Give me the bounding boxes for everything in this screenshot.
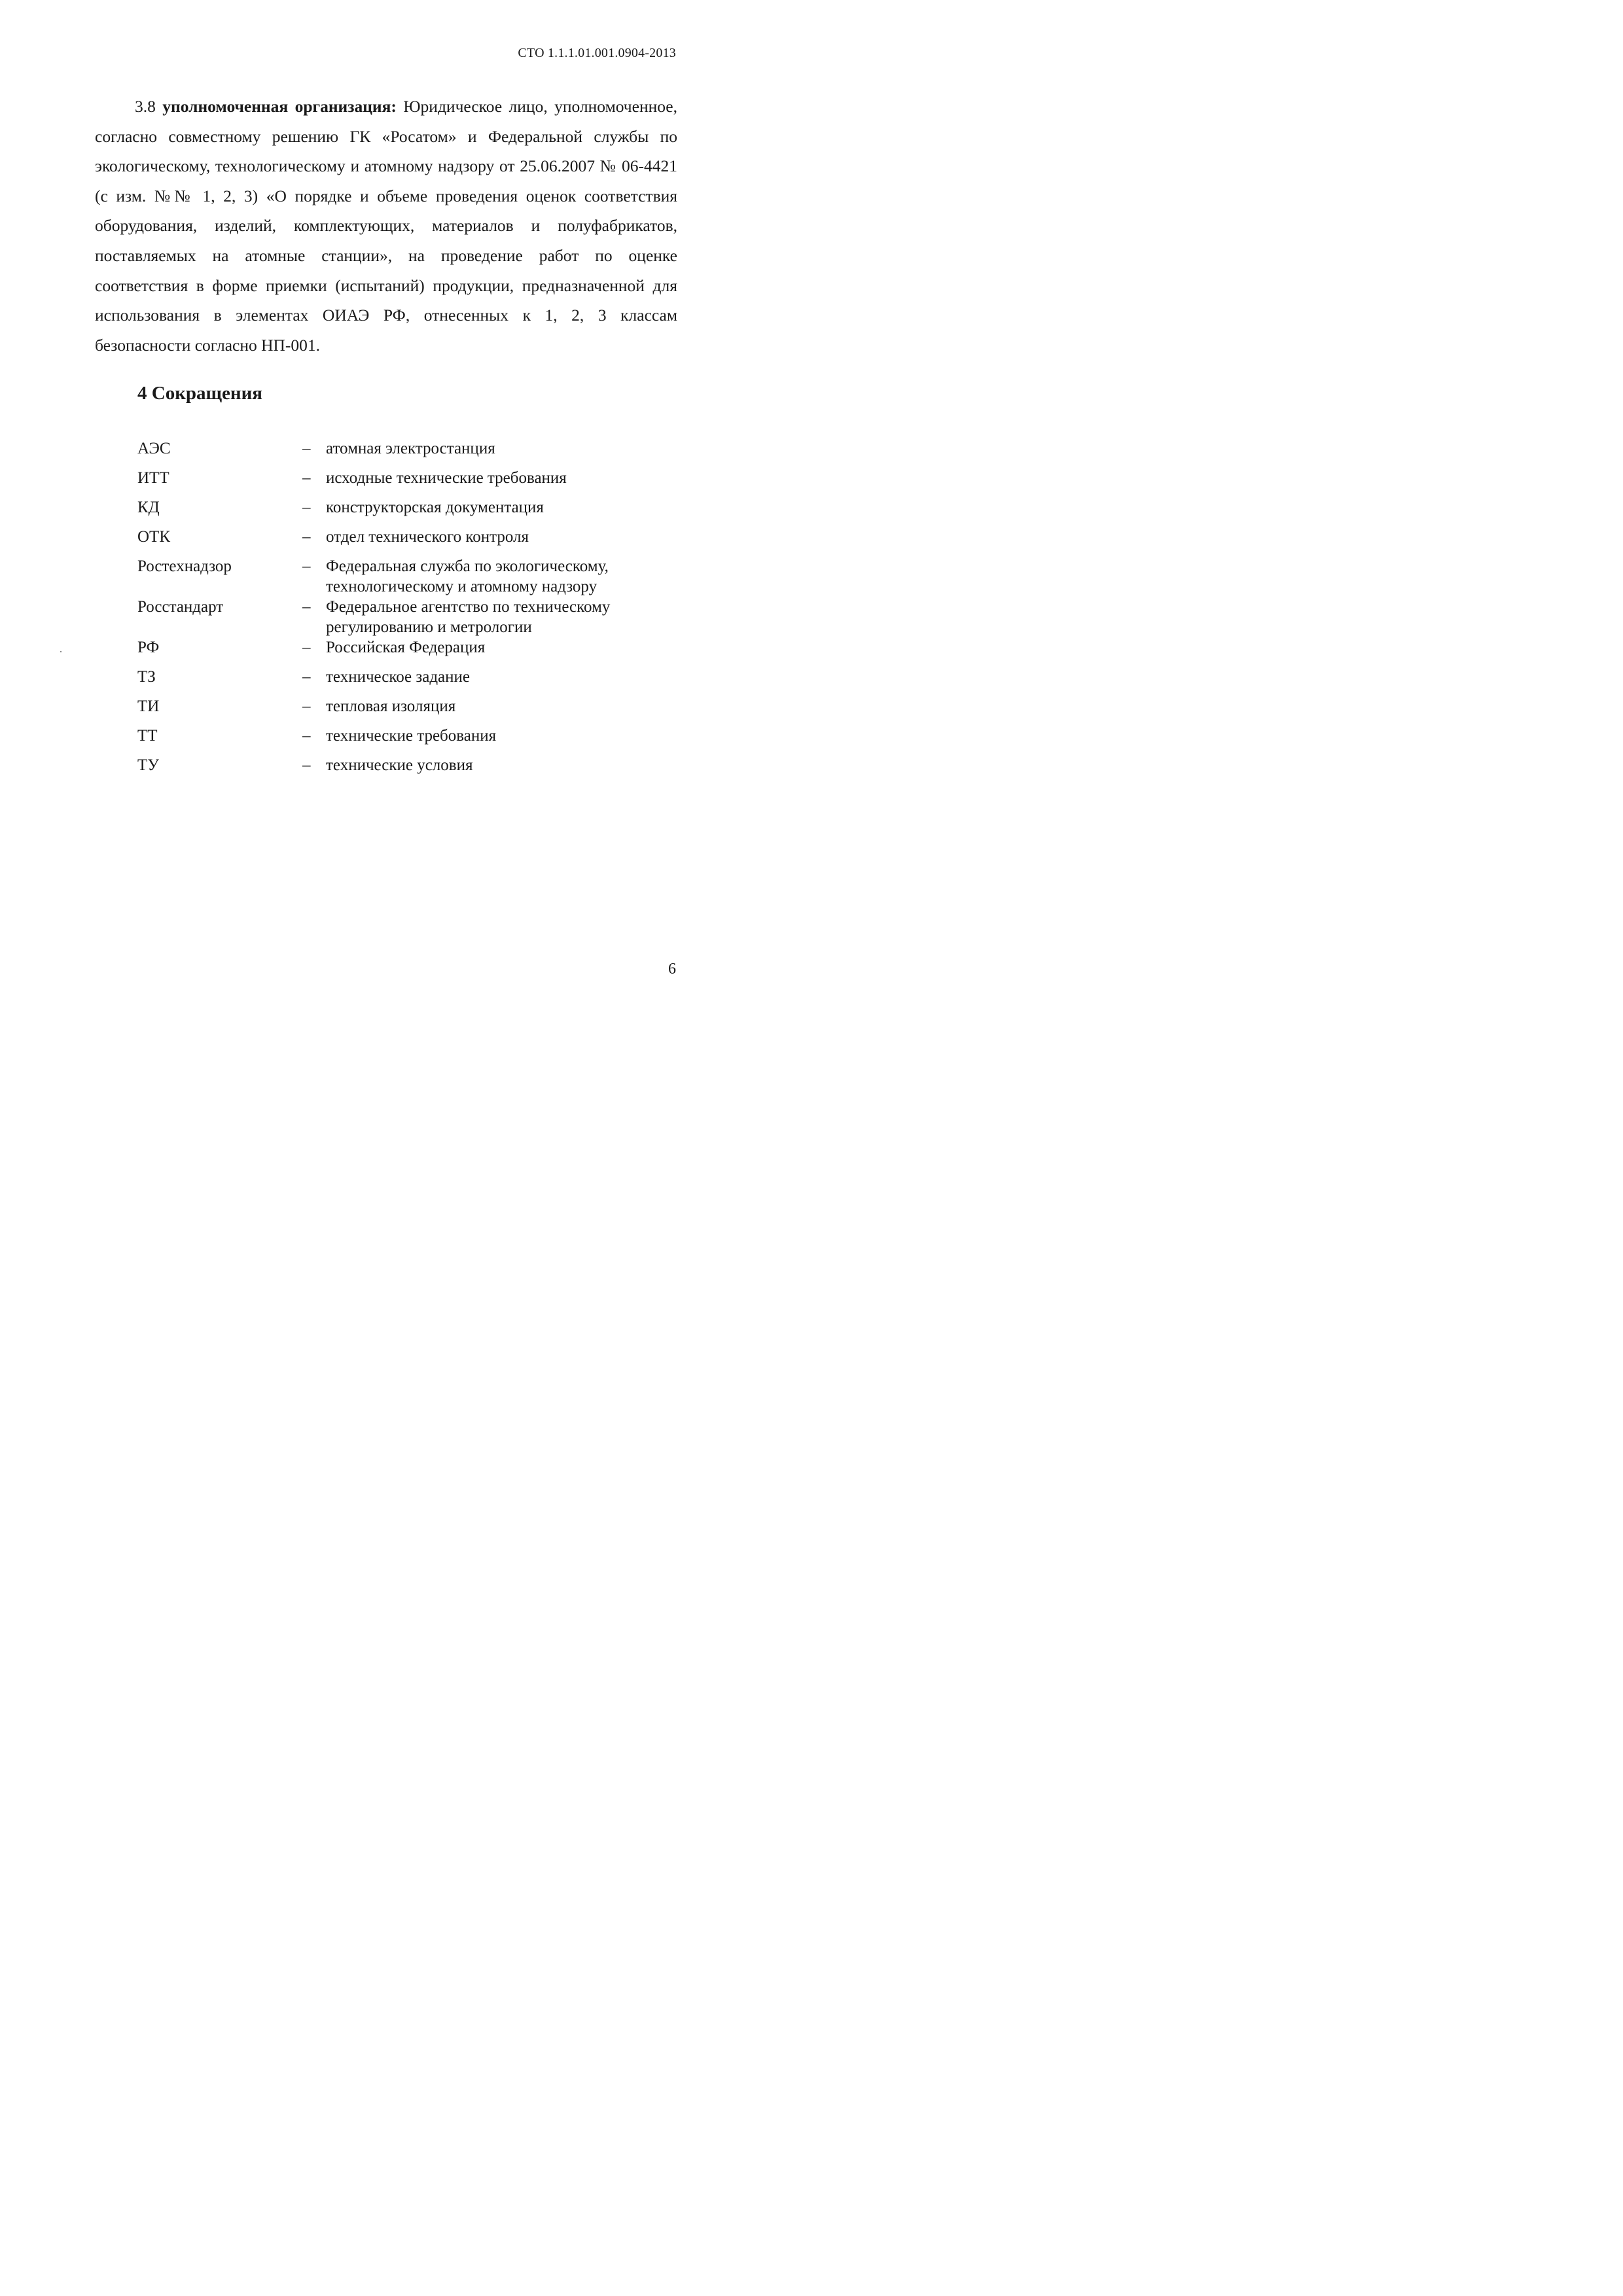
abbreviation-meaning: исходные технические требования [326,469,567,487]
definition-number: 3.8 [135,97,156,116]
abbreviation-row [137,726,648,755]
dash: – [302,668,311,686]
abbreviation: КД [137,499,160,516]
section-title: 4 Сокращения [137,383,262,404]
definition-term: уполномоченная организация: [162,97,397,116]
abbreviation-meaning: конструкторская документация [326,499,544,516]
page-number: 6 [668,961,676,978]
definition-paragraph [95,92,677,360]
dash: – [302,756,311,774]
abbreviation-meaning: Федеральная служба по экологическому, технологическому и атомному надзору [326,557,609,595]
abbreviation: АЭС [137,440,171,457]
abbreviation-row [137,438,648,468]
abbreviation-row [137,755,648,785]
dash: – [302,557,311,575]
abbreviation: ТУ [137,756,159,774]
abbreviation-meaning: Российская Федерация [326,639,486,656]
abbreviation-meaning: технические условия [326,756,473,774]
dash: – [302,469,311,487]
abbreviation-meaning: атомная электростанция [326,440,495,457]
abbreviation-row [137,696,648,726]
abbreviation-meaning: Федеральное агентство по техническому регулированию и метрологии [326,598,611,636]
definition-text: Юридическое лицо, уполномоченное, согласно совместному решению ГК «Росатом» и Федеральной службы по экологическому, технологическому и атомному надзору от 25.06.2007 № 06-4421 (с изм. №№ 1, 2, 3) «О порядке и объеме проведения оценок соответствия оборудования, изделий, комплектующих, материалов и полуфабрикатов, поставляемых на атомные станции», на проведение работ по оценке соответствия в форме приемки (испытаний) продукции, предназначенной для использования в элементах ОИАЭ РФ, отнесенных к 1, 2, 3 классам безопасности согласно НП-001. [95,97,677,355]
abbreviation: ТИ [137,698,160,715]
abbreviation: ИТТ [137,469,169,487]
abbreviations-table [137,438,648,785]
abbreviation-meaning: техническое задание [326,668,471,686]
abbreviation-row [137,468,648,497]
abbreviation-meaning: отдел технического контроля [326,528,529,546]
abbreviation-row [137,497,648,527]
abbreviation: Росстандарт [137,598,224,616]
scan-speck [60,651,62,652]
dash: – [302,440,311,457]
abbreviation: РФ [137,639,160,656]
abbreviation-row [137,637,648,667]
abbreviation: ТТ [137,727,158,745]
dash: – [302,727,311,745]
dash: – [302,499,311,516]
abbreviation-row [137,527,648,556]
dash: – [302,528,311,546]
document-code: СТО 1.1.1.01.001.0904-2013 [518,46,676,60]
dash: – [302,698,311,715]
abbreviation: ОТК [137,528,170,546]
abbreviation: Ростехнадзор [137,557,232,575]
dash: – [302,639,311,656]
abbreviation-meaning: технические требования [326,727,497,745]
dash: – [302,598,311,616]
abbreviation-meaning: тепловая изоляция [326,698,456,715]
abbreviation-row [137,597,648,637]
abbreviation-row [137,667,648,696]
abbreviation: ТЗ [137,668,156,686]
abbreviation-row [137,556,648,597]
